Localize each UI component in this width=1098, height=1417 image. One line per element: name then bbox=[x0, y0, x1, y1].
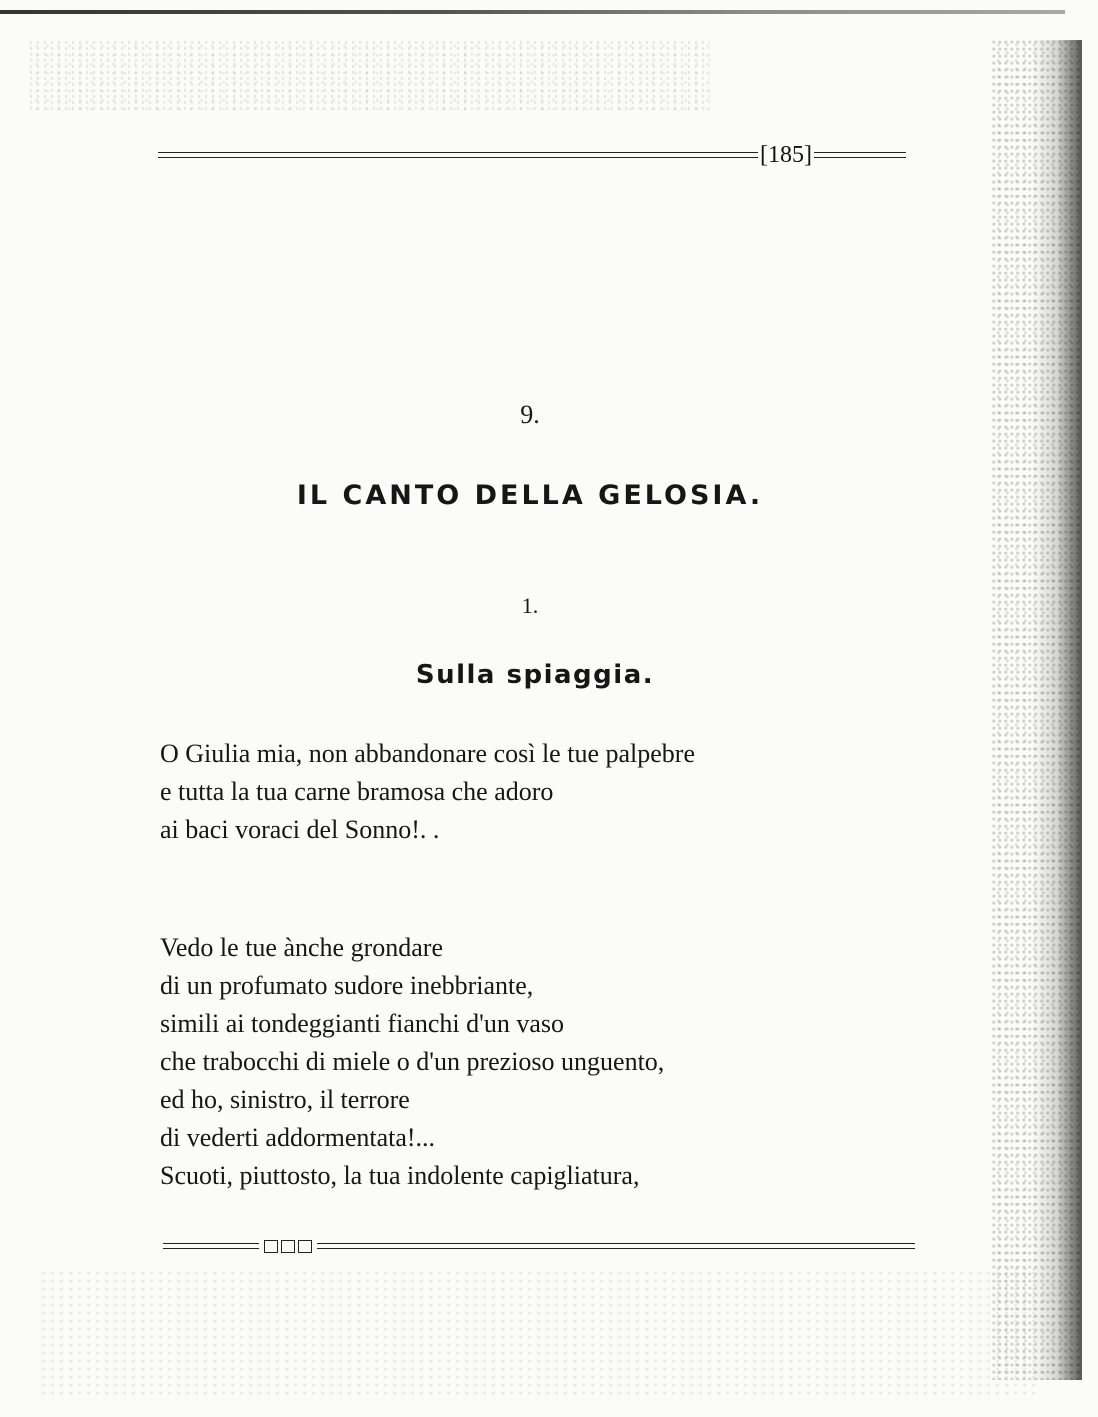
section-number: 9. bbox=[520, 400, 540, 429]
verse-line: di un profumato sudore inebbriante, bbox=[160, 971, 534, 1000]
verse-line: ai baci voraci del Sonno!. . bbox=[160, 815, 440, 844]
footer-ornament bbox=[259, 1240, 317, 1253]
poem-title: IL CANTO DELLA GELOSIA. bbox=[296, 480, 764, 511]
verse-line: e tutta la tua carne bramosa che adoro bbox=[160, 777, 554, 806]
page-number: [185] bbox=[760, 142, 812, 168]
stanza-1 bbox=[160, 735, 695, 849]
footer-rule bbox=[163, 1237, 915, 1255]
verse-line: di vederti addormentata!... bbox=[160, 1123, 436, 1152]
scan-noise-top bbox=[30, 40, 710, 110]
footer-double-line-left bbox=[163, 1243, 259, 1249]
part-title: Sulla spiaggia. bbox=[415, 660, 655, 690]
scan-right-edge bbox=[1032, 40, 1082, 1380]
verse-line: che trabocchi di miele o d'un prezioso unguento, bbox=[160, 1047, 665, 1076]
scan-noise-bottom bbox=[40, 1270, 1040, 1400]
footer-double-line-right bbox=[317, 1243, 915, 1249]
verse-line: ed ho, sinistro, il terrore bbox=[160, 1085, 410, 1114]
scan-top-edge bbox=[0, 10, 1065, 14]
ornament-box-icon bbox=[264, 1240, 278, 1253]
stanza-2 bbox=[160, 929, 664, 1195]
verse-line: O Giulia mia, non abbandonare così le tue palpebre bbox=[160, 739, 695, 768]
verse-line: Scuoti, piuttosto, la tua indolente capigliatura, bbox=[160, 1161, 640, 1190]
verse-line: Vedo le tue ànche grondare bbox=[160, 933, 443, 962]
header-rule bbox=[158, 143, 906, 167]
header-double-line-left bbox=[158, 152, 758, 158]
part-number: 1. bbox=[521, 593, 539, 618]
verse-line: simili ai tondeggianti fianchi d'un vaso bbox=[160, 1009, 565, 1038]
header-double-line-right bbox=[814, 152, 906, 158]
ornament-box-icon bbox=[281, 1240, 295, 1253]
ornament-box-icon bbox=[298, 1240, 312, 1253]
